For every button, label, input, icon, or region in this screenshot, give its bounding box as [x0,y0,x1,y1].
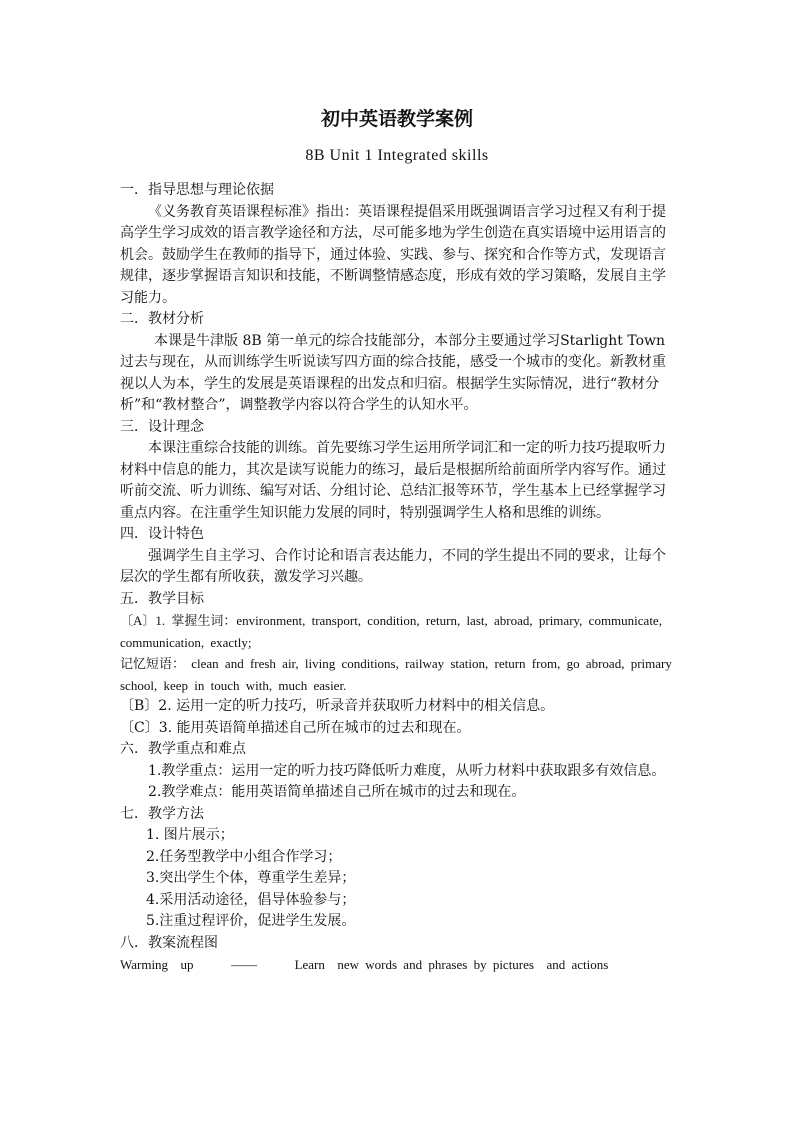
section-heading-1: 一．指导思想与理论依据 [120,182,274,198]
method-item: 3.突出学生个体，尊重学生差异； [146,870,356,886]
objective-a: 〔A〕1. 掌握生词：environment, transport, condition, return, last, abroad, primary, communicate, communication, exactly; [120,613,662,650]
section-3-paragraph: 本课注重综合技能的训练。首先要练习学生运用所学词汇和一定的听力技巧提取听力材料中信息的能力，其次是读写说能力的练习，最后是根据所给前面所学内容写作。通过听前交流、听力训练、编写对话、分组讨论、总结汇报等环节，学生基本上已经掌握学习重点内容。在注重学生知识能力发展的同时，特别强调学生人格和思维的训练。 [120,440,666,521]
objective-c: 〔C〕3. 能用英语简单描述自己所在城市的过去和现在。 [120,719,471,736]
flow-step-label: Warming up [120,957,194,972]
flow-step-description: Learn new words and phrases by pictures and actions [294,957,609,972]
key-point: 1.教学重点：运用一定的听力技巧降低听力难度，从听力材料中获取跟多有效信息。 [148,762,666,779]
section-heading-4: 四．设计特色 [120,526,204,542]
section-4-paragraph: 强调学生自主学习、合作讨论和语言表达能力，不同的学生提出不同的要求，让每个层次的学生都有所收获，激发学习兴趣。 [120,547,666,585]
difficult-point: 2.教学难点：能用英语简单描述自己所在城市的过去和现在。 [148,784,526,800]
section-1-paragraph: 《义务教育英语课程标准》指出：英语课程提倡采用既强调语言学习过程又有利于提高学生学习成效的语言教学途径和方法，尽可能多地为学生创造在真实语境中运用语言的机会。鼓励学生在教师的指导下，通过体验、实践、参与、探究和合作等方式，发现语言规律，逐步掌握语言知识和技能，不断调整情感态度，形成有效的学习策略，发展自主学习能力。 [120,203,666,306]
section-heading-7: 七．教学方法 [120,805,204,822]
method-item: 1. 图片展示； [146,827,234,843]
section-heading-6: 六．教学重点和难点 [120,741,246,757]
section-2-paragraph: 本课是牛津版 8B 第一单元的综合技能部分，本部分主要通过学习Starlight Town 过去与现在，从而训练学生听说读写四方面的综合技能，感受一个城市的变化。新教材重视以人为本，学生的发展是英语课程的出发点和归宿。根据学生实际情况，进行“教材分析”和“教材整合”，调整教学内容以符合学生的认知水平。 [120,332,666,413]
flow-warming-up [120,954,676,976]
section-heading-3: 三．设计理念 [120,418,204,435]
section-heading-8: 八．教案流程图 [120,934,218,951]
section-heading-5: 五．教学目标 [120,590,204,607]
method-item: 2.任务型教学中小组合作学习； [146,848,342,865]
objective-b: 〔B〕2. 运用一定的听力技巧，听录音并获取听力材料中的相关信息。 [120,698,555,714]
page-title: 初中英语教学案例 [320,108,473,130]
method-item: 4.采用活动途径，倡导体验参与； [146,891,356,908]
objective-phrases: 记忆短语： clean and fresh air, living conditions, railway station, return from, go abroad, primary school, keep in touch with, much easier. [120,656,672,693]
section-heading-2: 二．教材分析 [120,311,204,327]
method-item: 5.注重过程评价，促进学生发展。 [146,913,356,929]
page-subtitle: 8B Unit 1 Integrated skills [305,147,489,164]
document-body [120,180,676,976]
flow-dash: —— [231,957,258,972]
